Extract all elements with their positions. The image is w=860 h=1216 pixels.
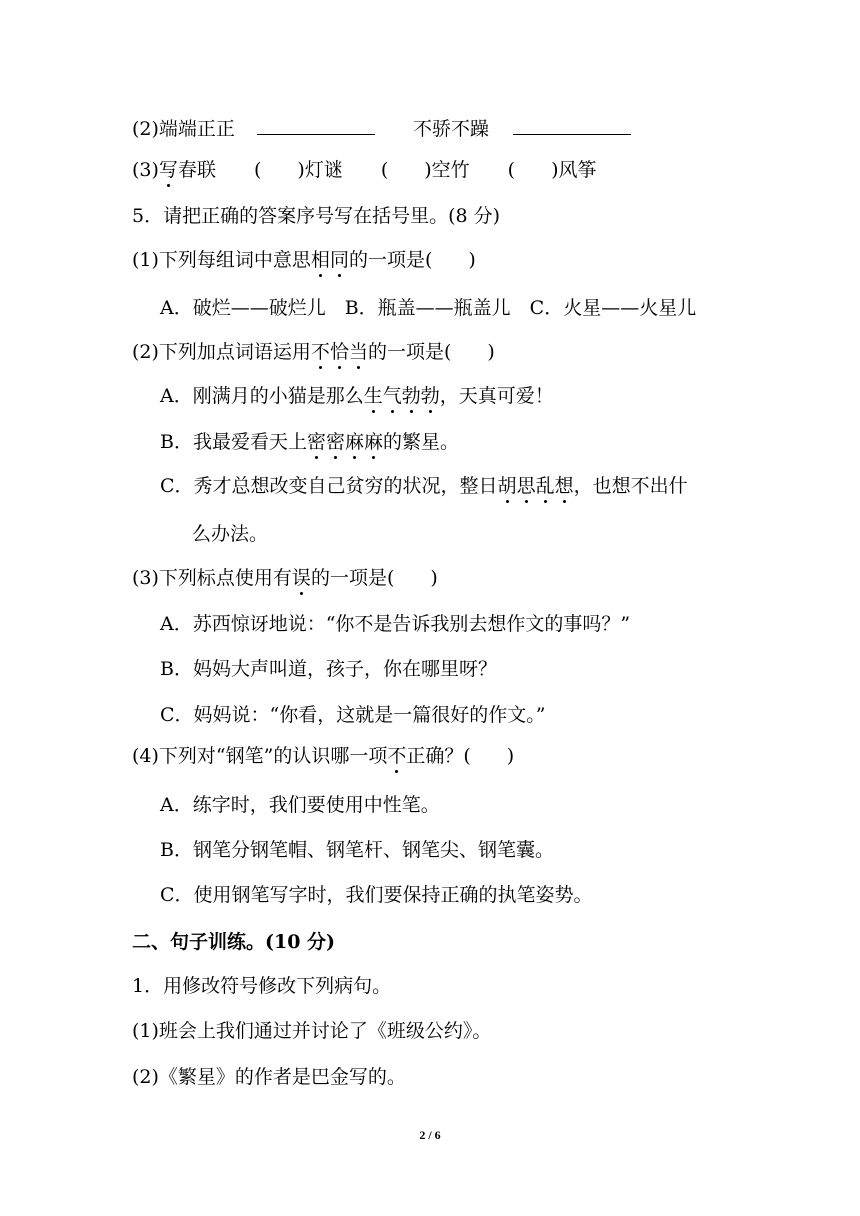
q5-sub4: (4)下列对“钢笔”的认识哪一项不正确？( ): [132, 745, 515, 767]
dotted-phrase: 不恰当: [310, 341, 368, 363]
q5-sub1-options: A．破烂——破烂儿 B．瓶盖——瓶盖儿 C．火星——火星儿: [160, 297, 697, 319]
q5-sub3: (3)下列标点使用有误的一项是( ): [132, 567, 438, 589]
q4-line-3: (3)写春联 ( )灯谜 ( )空竹 ( )风筝: [132, 159, 597, 181]
dotted-char: 不: [387, 745, 407, 767]
dotted-phrase: 密密麻麻: [306, 431, 384, 453]
section2-q1: 1．用修改符号修改下列病句。: [132, 975, 392, 997]
q5-sub2-option-b: B．我最爱看天上密密麻麻的繁星。: [160, 431, 460, 453]
answer-blank-1[interactable]: [257, 116, 375, 135]
dotted-char: 误: [291, 567, 311, 589]
section-heading: 二、句子训练。(10 分): [132, 931, 336, 953]
section2-sentence-1: (1)班会上我们通过并讨论了《班级公约》。: [132, 1020, 492, 1042]
page-number: 2 / 6: [419, 1128, 441, 1142]
q5-sub2-option-c-cont: 么办法。: [192, 523, 269, 545]
q5-sub4-option-a: A．练字时，我们要使用中性笔。: [160, 794, 440, 816]
q4-line-2: (2)端端正正 不骄不躁: [132, 116, 641, 141]
q5-sub4-option-b: B．钢笔分钢笔帽、钢笔杆、钢笔尖、钢笔囊。: [160, 839, 554, 861]
q5-sub2-option-c: C．秀才总想改变自己贫穷的状况，整日胡思乱想，也想不出什: [160, 475, 688, 497]
answer-blank-2[interactable]: [513, 116, 631, 135]
q5-sub2: (2)下列加点词语运用不恰当的一项是( ): [132, 341, 495, 363]
q5-sub2-option-a: A．刚满月的小猫是那么生气勃勃，天真可爱！: [160, 385, 554, 407]
q5-sub3-option-a: A．苏西惊讶地说：“你不是告诉我别去想作文的事吗？”: [160, 613, 631, 635]
q5-sub4-option-c: C．使用钢笔写字时，我们要保持正确的执笔姿势。: [160, 884, 593, 906]
dotted-char: 写: [158, 159, 178, 181]
dotted-phrase: 生气勃勃: [363, 385, 440, 407]
q5-sub3-option-b: B．妈妈大声叫道，孩子，你在哪里呀？: [160, 658, 497, 680]
q5-sub1: (1)下列每组词中意思相同的一项是( ): [132, 249, 476, 271]
section2-sentence-2: (2)《繁星》的作者是巴金写的。: [132, 1066, 406, 1088]
q5-title: 5．请把正确的答案序号写在括号里。(8 分): [132, 205, 501, 227]
q5-sub3-option-c: C．妈妈说：“你看，这就是一篇很好的作文。”: [160, 704, 546, 726]
dotted-phrase: 相同: [310, 249, 349, 271]
dotted-phrase: 胡思乱想: [497, 475, 574, 497]
